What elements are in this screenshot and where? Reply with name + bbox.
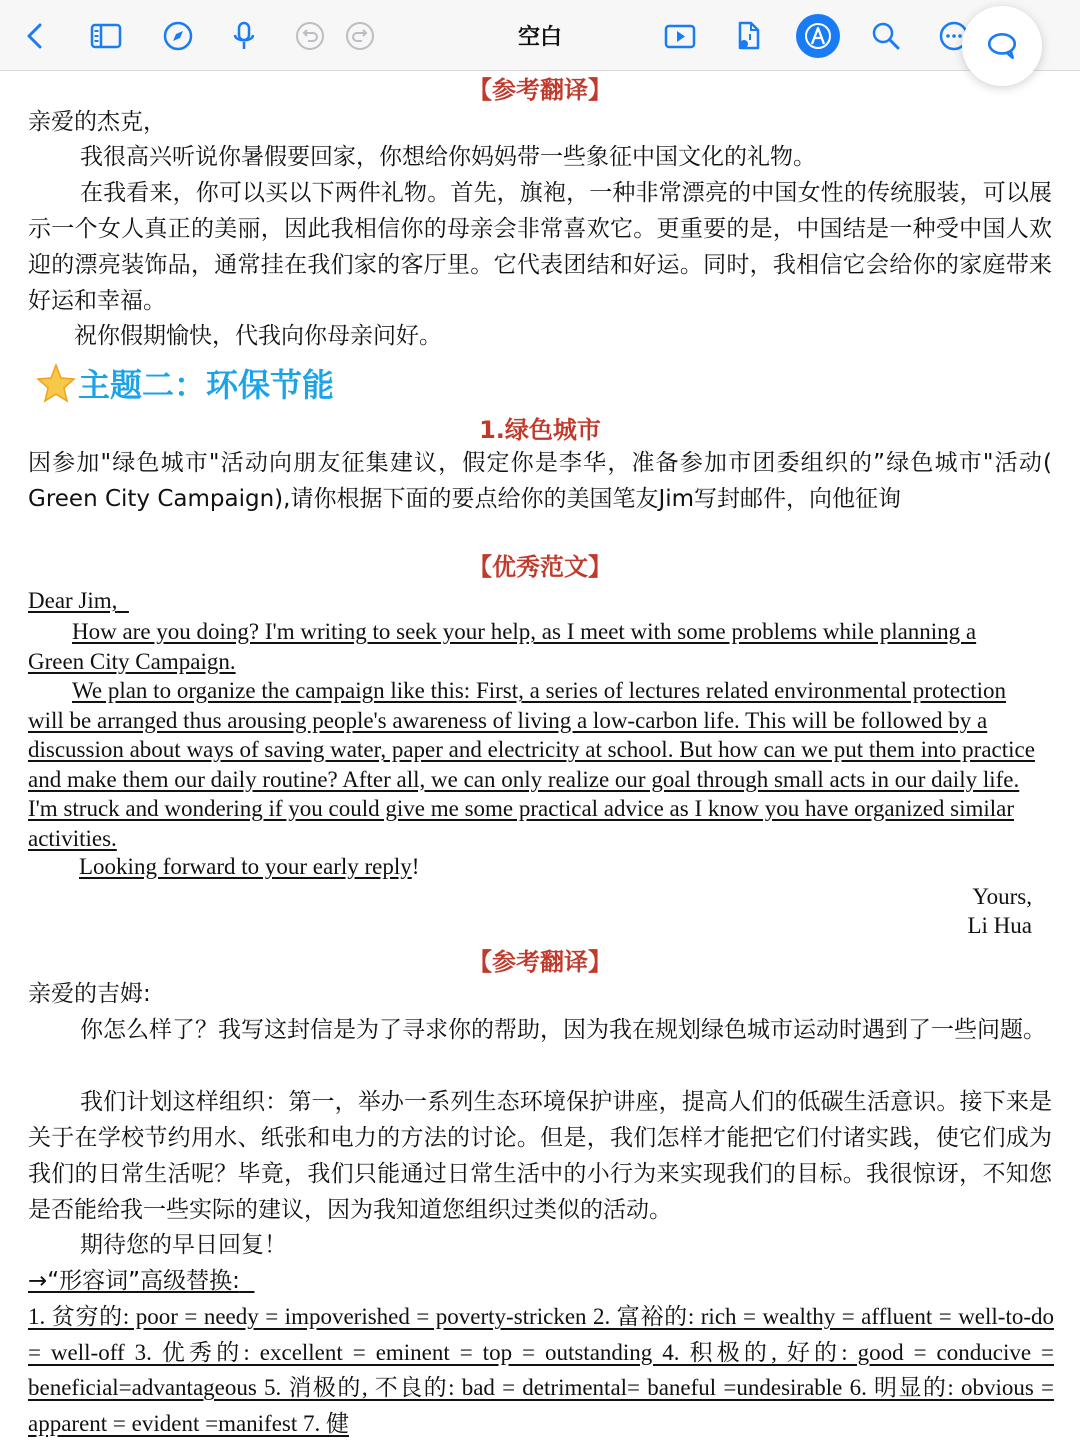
translation1-paragraph-1: 我很高兴听说你暑假要回家，你想给你妈妈带一些象征中国文化的礼物。 (80, 144, 816, 170)
document-title: 空白 (517, 25, 562, 50)
model-essay-heading: 【优秀范文】 (468, 553, 612, 581)
translation1-paragraph-2: 在我看来，你可以买以下两件礼物。首先，旗袍，一种非常漂亮的中国女性的传统服装，可以展示一个女人真正的美丽，因此我相信你的母亲会非常喜欢它。更重要的是，中国结是一种受中国人欢迎的漂亮装饰品，通常挂在我们家的客厅里。它代表团结和好运。同时，我相信它会给你的家庭带来好运和幸福。 (28, 180, 1052, 314)
topic-heading (36, 360, 334, 406)
essay-paragraph-2-text: We plan to organize the campaign like this: First, a series of lectures related environmental protection will be arranged thus arousing people's awareness of living a low-carbon life. This will be followed by a discussion about ways of saving water, paper and electricity at school. But how can we put them into practice and make them our daily routine? After all, we can only realize our goal through small acts in our daily life. I'm struck and wondering if you could give me some practical advice as I know you have organized similar activities. (28, 678, 1035, 851)
vocab-title-text: →“形容词”高级替换: (28, 1268, 240, 1294)
reference-translation-heading: 【参考翻译】 (468, 76, 612, 104)
reference-translation-heading-2: 【参考翻译】 (468, 948, 612, 976)
essay-greeting (28, 586, 1038, 616)
star-icon (36, 363, 76, 403)
essay-paragraph-2 (28, 676, 1038, 853)
translation2-paragraph-1: 你怎么样了？我写这封信是为了寻求你的帮助，因为我在规划绿色城市运动时遇到了一些问题。 (80, 1017, 1046, 1043)
task-heading: 1.绿色城市 (479, 416, 601, 444)
task-text: 因参加"绿色城市"活动向朋友征集建议，假定你是李华，准备参加市团委组织的”绿色城市"活动( Green City Campaign),请你根据下面的要点给你的美国笔友Jim写封邮件，向他征询 (28, 450, 1052, 512)
vocab-synonym-list: 1. 贫穷的: poor = needy = impoverished = poverty-stricken 2. 富裕的: rich = wealthy = affluent = well-to-do = well-off 3. 优秀的: excellent = eminent = top = outstanding 4. 积极的, 好的: good = conducive = beneficial=advantageous 5. 消极的, 不良的: bad = detrimental= baneful =undesirable 6. 明显的: obvious = apparent = evident =manifest 7. 健 (28, 1304, 1054, 1436)
essay-paragraph-1-text: How are you doing? I'm writing to seek your help, as I meet with some problems while planning a Green City Campaign. (28, 619, 977, 674)
translation2-greeting: 亲爱的吉姆: (28, 981, 151, 1007)
vocab-title (28, 1263, 1052, 1299)
translation2-paragraph-3: 期待您的早日回复！ (80, 1232, 287, 1258)
essay-greeting-text: Dear Jim, (28, 588, 118, 613)
search-icon[interactable] (868, 18, 904, 54)
topic-label: 主题二：环保节能 (78, 366, 335, 404)
toolbar (0, 0, 1080, 71)
translation2-paragraph-2: 我们计划这样组织：第一，举办一系列生态环境保护讲座，提高人们的低碳生活意识。接下来是关于在学校节约用水、纸张和电力的方法的讨论。但是，我们怎样才能把它们付诸实践，使它们成为我们的日常生活呢？毕竟，我们只能通过日常生活中的小行为来实现我们的目标。我很惊讶，不知您是否能给我一些实际的建议，因为我知道您组织过类似的活动。 (28, 1089, 1052, 1223)
translation1-paragraph-3: 祝你假期愉快，代我向你母亲问好。 (74, 323, 442, 349)
essay-paragraph-3-end: ! (411, 854, 420, 879)
play-icon[interactable] (662, 18, 698, 54)
pen-icon[interactable] (796, 14, 840, 58)
essay-closing: Yours, (972, 884, 1032, 909)
translation1-greeting: 亲爱的杰克， (28, 109, 166, 135)
essay-paragraph-1 (28, 617, 1038, 676)
essay-paragraph-3-text: Looking forward to your early reply (79, 854, 412, 879)
essay-paragraph-3 (28, 852, 1038, 882)
document-audio-icon[interactable] (730, 18, 766, 54)
essay-signature: Li Hua (967, 913, 1032, 938)
